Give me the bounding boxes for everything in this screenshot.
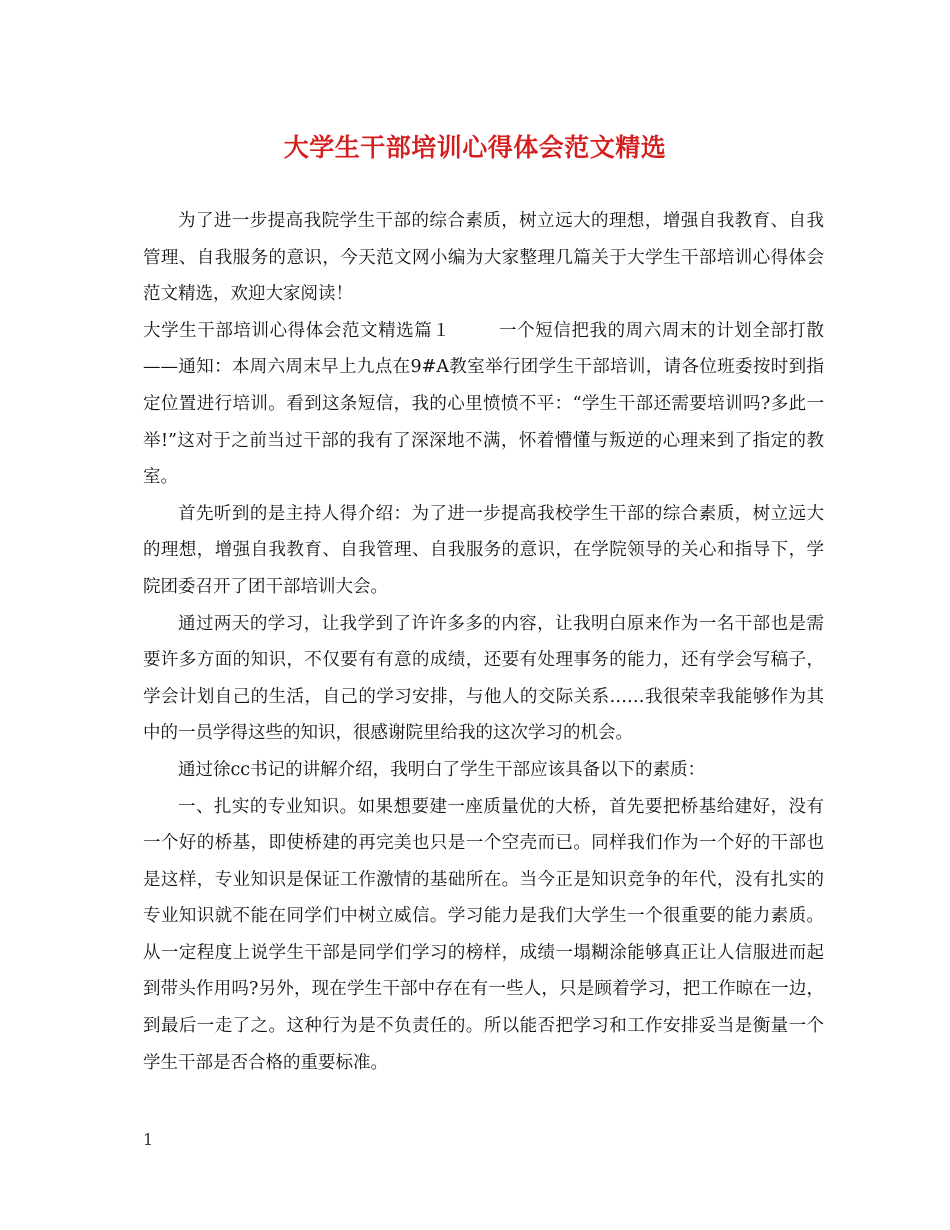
host-intro-paragraph: 首先听到的是主持人得介绍：为了进一步提高我校学生干部的综合素质，树立远大的理想，增强自我教育、自我管理、自我服务的意识，在学院领导的关心和指导下，学院团委召开了团干部培训大会。: [143, 503, 824, 597]
intro-paragraph: 为了进一步提高我院学生干部的综合素质，树立远大的理想，增强自我教育、自我管理、自我服务的意识，今天范文网小编为大家整理几篇关于大学生干部培训心得体会范文精选，欢迎大家阅读！: [143, 211, 824, 305]
quality-1-paragraph: 一、扎实的专业知识。如果想要建一座质量优的大桥，首先要把桥基给建好，没有一个好的桥基，即使桥建的再完美也只是一个空壳而已。同样我们作为一个好的干部也是这样，专业知识是保证工作激情的基础所在。当今正是知识竞争的年代，没有扎实的专业知识就不能在同学们中树立威信。学习能力是我们大学生一个很重要的能力素质。从一定程度上说学生干部是同学们学习的榜样，成绩一塌糊涂能够真正让人信服进而起到带头作用吗?另外，现在学生干部中存在有一些人，只是顾着学习，把工作晾在一边，到最后一走了之。这种行为是不负责任的。所以能否把学习和工作安排妥当是衡量一个学生干部是否合格的重要标准。: [143, 796, 824, 1073]
qualities-intro-paragraph: 通过徐cc书记的讲解介绍，我明白了学生干部应该具备以下的素质：: [178, 759, 706, 780]
section-1-text: 一个短信把我的周六周末的计划全部打散——通知：本周六周末早上九点在9#A教室举行团学生干部培训，请各位班委按时到指定位置进行培训。看到这条短信，我的心里愤愤不平：“学生干部还需要培训吗?多此一举!”这对于之前当过干部的我有了深深地不满，怀着懵懂与叛逆的心理来到了指定的教室。: [143, 320, 825, 488]
section-1-heading: 大学生干部培训心得体会范文精选篇１: [143, 320, 451, 341]
document-title: 大学生干部培训心得体会范文精选: [283, 133, 667, 162]
section-1-paragraph: [143, 313, 824, 496]
learning-paragraph: 通过两天的学习，让我学到了许许多多的内容，让我明白原来作为一名干部也是需要许多方面的知识，不仅要有有意的成绩，还要有处理事务的能力，还有学会写稿子，学会计划自己的生活，自己的学习安排，与他人的交际关系……我很荣幸我能够作为其中的一员学得这些的知识，很感谢院里给我的这次学习的机会。: [143, 613, 824, 744]
document-body: [143, 203, 824, 1081]
page-number: 1: [143, 1130, 154, 1149]
